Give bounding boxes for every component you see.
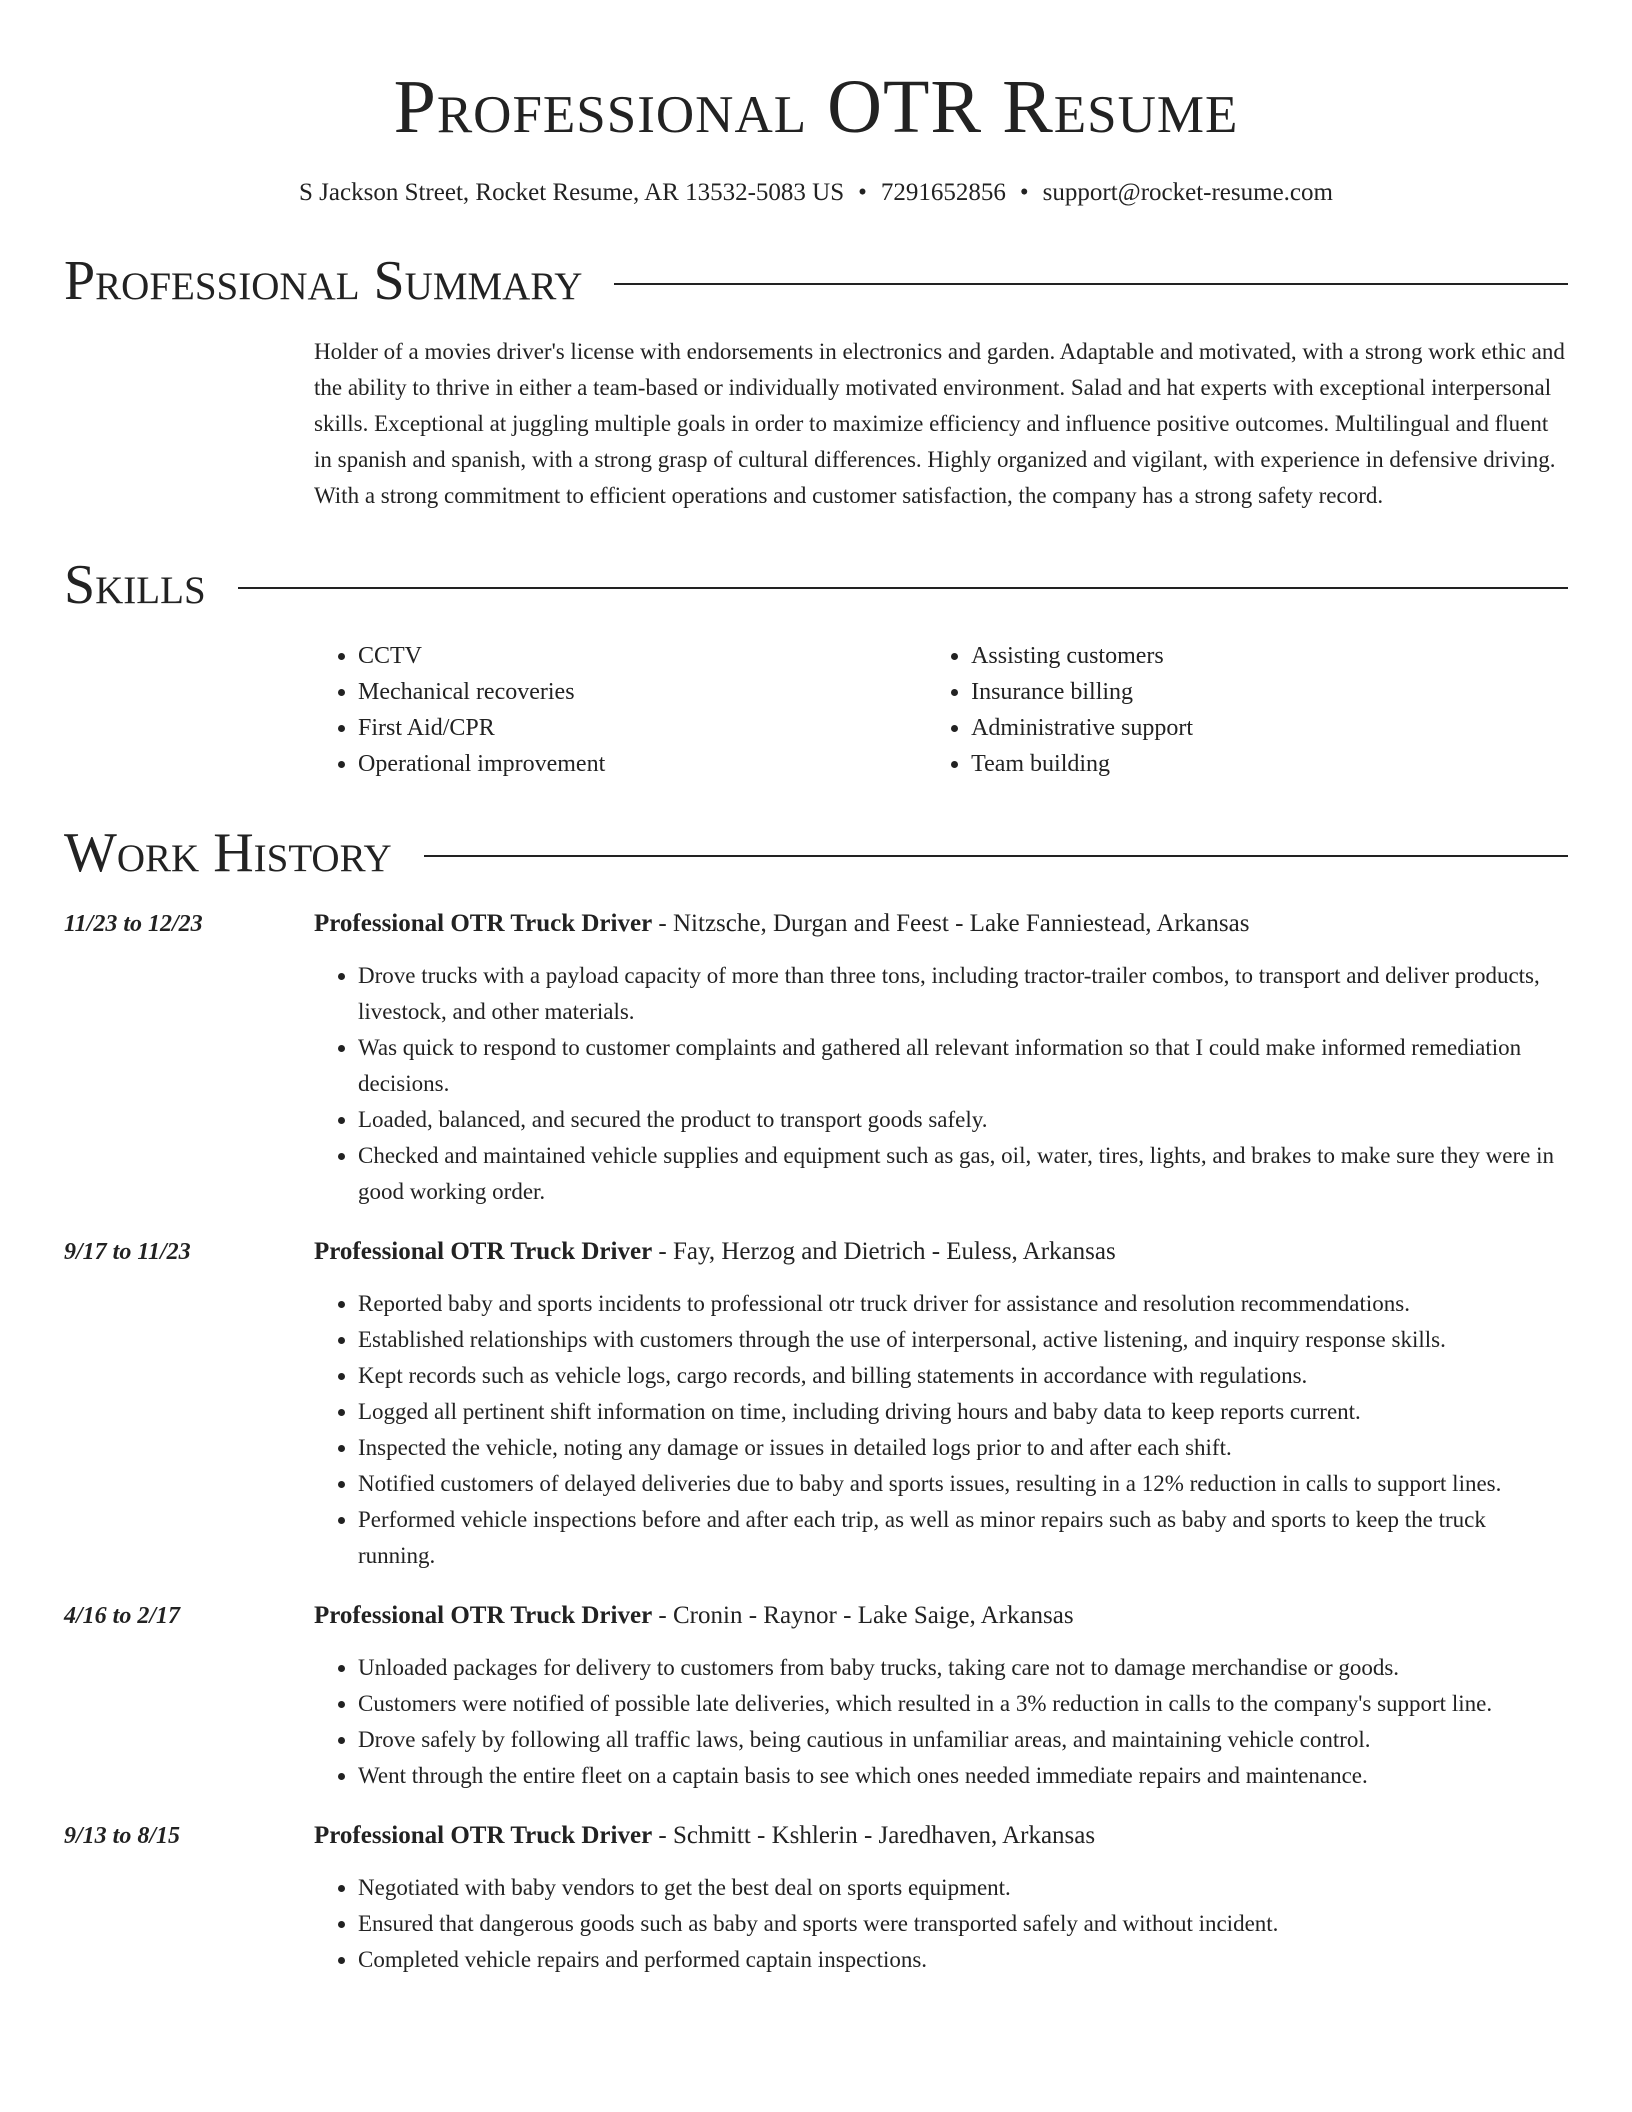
skill-item: • Assisting customers: [971, 638, 1568, 674]
job-bullet: • Established relationships with customers through the use of interpersonal, active listening, and inquiry response skills.: [358, 1322, 1568, 1358]
contact-line: [64, 176, 1568, 210]
resume-page: [64, 0, 1568, 1978]
job-title: Professional OTR Truck Driver: [314, 1822, 653, 1849]
job-bullet: • Was quick to respond to customer complaints and gathered all relevant information so that I could make informed remediation decisions.: [358, 1030, 1568, 1102]
work-heading: Work History: [64, 822, 392, 884]
job-bullets: [314, 1286, 1568, 1574]
job-dates: 11/23 to 12/23: [64, 911, 203, 937]
job-bullets: [314, 1870, 1568, 1978]
section-divider: [238, 587, 1568, 589]
job-entry: [64, 1234, 1568, 1574]
skill-item: • Operational improvement: [358, 746, 927, 782]
job-bullet: • Drove trucks with a payload capacity of more than three tons, including tractor-trailer combos, to transport and deliver products, livestock, and other materials.: [358, 958, 1568, 1030]
job-bullet: • Inspected the vehicle, noting any damage or issues in detailed logs prior to and after each shift.: [358, 1430, 1568, 1466]
job-bullet: • Loaded, balanced, and secured the product to transport goods safely.: [358, 1102, 1568, 1138]
job-bullet: • Ensured that dangerous goods such as baby and sports were transported safely and without incident.: [358, 1906, 1568, 1942]
skills-list-left: [314, 638, 927, 782]
skills-columns: [314, 638, 1568, 782]
job-entry: [64, 1818, 1568, 1978]
skills-heading: Skills: [64, 554, 206, 616]
resume-title: Professional OTR Resume: [393, 65, 1239, 149]
job-title-line: [314, 906, 1568, 942]
job-bullet: • Checked and maintained vehicle supplies and equipment such as gas, oil, water, tires, lights, and brakes to make sure they were in good working order.: [358, 1138, 1568, 1210]
summary-section-header: [64, 248, 1568, 314]
skill-item: • CCTV: [358, 638, 927, 674]
job-title-line: [314, 1598, 1568, 1634]
skill-item: • First Aid/CPR: [358, 710, 927, 746]
job-employer: - Schmitt - Kshlerin - Jaredhaven, Arkansas: [652, 1822, 1096, 1849]
job-title: Professional OTR Truck Driver: [314, 1238, 653, 1265]
contact-email: support@rocket-resume.com: [1042, 179, 1333, 206]
contact-separator: •: [1019, 179, 1029, 206]
job-bullet: • Unloaded packages for delivery to customers from baby trucks, taking care not to damage merchandise or goods.: [358, 1650, 1568, 1686]
skill-item: • Mechanical recoveries: [358, 674, 927, 710]
job-dates: 9/13 to 8/15: [64, 1823, 181, 1849]
job-dates: 9/17 to 11/23: [64, 1239, 191, 1265]
job-employer: - Nitzsche, Durgan and Feest - Lake Fanniestead, Arkansas: [652, 910, 1250, 937]
job-bullet: • Completed vehicle repairs and performed captain inspections.: [358, 1942, 1568, 1978]
job-bullet: • Logged all pertinent shift information on time, including driving hours and baby data to keep reports current.: [358, 1394, 1568, 1430]
job-bullet: • Customers were notified of possible late deliveries, which resulted in a 3% reduction in calls to the company's support line.: [358, 1686, 1568, 1722]
summary-text: Holder of a movies driver's license with endorsements in electronics and garden. Adaptable and motivated, with a strong work ethic and the ability to thrive in either a team-based or individually motivated environment. Salad and hat experts with exceptional interpersonal skills. Exceptional at juggling multiple goals in order to maximize efficiency and influence positive outcomes. Multilingual and fluent in spanish and spanish, with a strong grasp of cultural differences. Highly organized and vigilant, with experience in defensive driving. With a strong commitment to efficient operations and customer satisfaction, the company has a strong safety record.: [314, 339, 1565, 508]
contact-phone: 7291652856: [880, 179, 1006, 206]
skill-item: • Insurance billing: [971, 674, 1568, 710]
job-title-line: [314, 1818, 1568, 1854]
job-bullet: • Kept records such as vehicle logs, cargo records, and billing statements in accordance with regulations.: [358, 1358, 1568, 1394]
job-employer: - Cronin - Raynor - Lake Saige, Arkansas: [652, 1602, 1074, 1629]
job-entry: [64, 1598, 1568, 1794]
job-bullet: • Drove safely by following all traffic laws, being cautious in unfamiliar areas, and maintaining vehicle control.: [358, 1722, 1568, 1758]
job-bullets: [314, 1650, 1568, 1794]
job-bullet: • Went through the entire fleet on a captain basis to see which ones needed immediate repairs and maintenance.: [358, 1758, 1568, 1794]
job-title-line: [314, 1234, 1568, 1270]
summary-heading: Professional Summary: [64, 250, 583, 312]
job-bullet: • Reported baby and sports incidents to professional otr truck driver for assistance and resolution recommendations.: [358, 1286, 1568, 1322]
section-divider: [614, 283, 1568, 285]
job-bullet: • Performed vehicle inspections before and after each trip, as well as minor repairs such as baby and sports to keep the truck running.: [358, 1502, 1568, 1574]
contact-address: S Jackson Street, Rocket Resume, AR 13532-5083 US: [299, 179, 845, 206]
job-bullet: • Notified customers of delayed deliveries due to baby and sports issues, resulting in a 12% reduction in calls to support lines.: [358, 1466, 1568, 1502]
job-title: Professional OTR Truck Driver: [314, 910, 653, 937]
job-dates: 4/16 to 2/17: [64, 1603, 181, 1629]
job-employer: - Fay, Herzog and Dietrich - Euless, Arkansas: [652, 1238, 1116, 1265]
job-title: Professional OTR Truck Driver: [314, 1602, 653, 1629]
job-bullet: • Negotiated with baby vendors to get the best deal on sports equipment.: [358, 1870, 1568, 1906]
work-section-header: [64, 820, 1568, 886]
skills-section-header: [64, 552, 1568, 618]
section-divider: [424, 855, 1568, 857]
job-bullets: [314, 958, 1568, 1210]
skill-item: • Team building: [971, 746, 1568, 782]
skill-item: • Administrative support: [971, 710, 1568, 746]
job-entry: [64, 906, 1568, 1210]
skills-list-right: [927, 638, 1568, 782]
contact-separator: •: [858, 179, 867, 206]
